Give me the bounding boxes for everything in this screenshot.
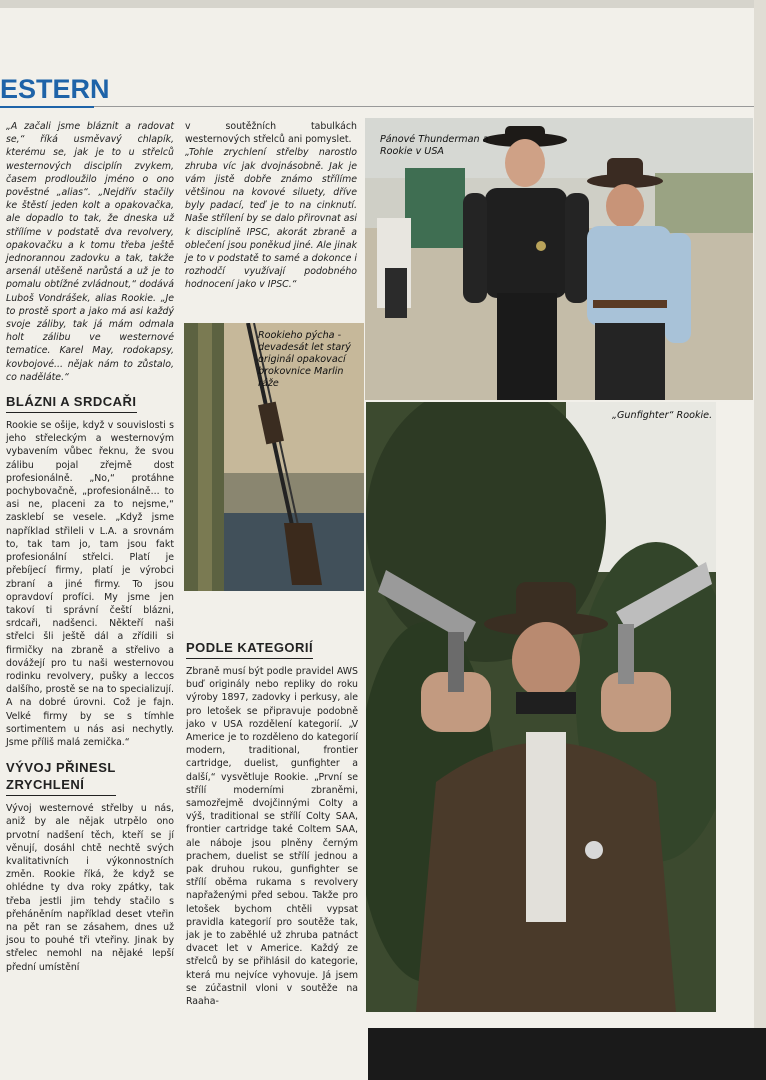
- bottom-dark-band: [368, 1028, 766, 1080]
- text-column-3: [186, 630, 358, 1008]
- subheading-podle-kategorii: PODLE KATEGORIÍ: [186, 640, 313, 659]
- caption-gunfighter: „Gunfighter“ Rookie.: [612, 410, 713, 421]
- photo-gunfighter: [366, 402, 716, 1012]
- caption-thunderman-rookie: Pánové Thunderman a Rookie v USA: [380, 134, 489, 157]
- paragraph-blazni: Rookie se ošije, když v souvislosti s jeho střeleckým a westernovým vybavením vůbec řeknu, že svou zálibu pojal zřejmě dost profesionálně. „No,“ protáhne pochybovačně, „profesionálně... to asi ne, placeni za to nejsme,“ zasklebí se vesele. „Když jsme například střileli v L.A. a srovnám to, tak tam jo, tam jsou fakt profesionální střelci. Platí je přebíjecí firmy, platí je výrobci zbraní a jiné firmy. To jsou opravdoví profíci. My jsme jen takoví ti správní čeští blázni, srdcaři, nadšenci. Někteří naši střelci šli ještě dál a zřídili si firmičky na zbraně a střelivo a dovážejí pro tu naši westernovou rodinku revolvery, pušky a leccos dalšího, prostě se na to specializují. A na dobré úrovni. Což je fajn. Velké firmy by se s tímhle sortimentem u nás asi nechytly. Jsme příliš malá zemička.“: [6, 420, 174, 748]
- caption-marlin-shotgun: Rookieho pýcha - devadesát let starý originál opakovací brokovnice Marlin ráže: [258, 330, 351, 389]
- section-header: ESTERN: [0, 74, 110, 104]
- header-rule: [0, 106, 94, 108]
- paragraph-vyvoj: Vývoj westernové střelby u nás, aniž by ale nějak utrpělo ono prvotní nadšení těch, kteří se jí věnují, dosáhl chtě nechtě svých kvalitativních i výkonnostních změn. Rookie říká, že když se ohlédne ty dva roky zpátky, tak třeba jestli jim tehdy stačilo s přeháněním například deset vteřin na pět ran se zásahem, dnes už jsou to pouhé tři vteřiny. Jinak by střelec nemohl na nějaké lepší přední umístění: [6, 803, 174, 973]
- photo-gunfighter-image: [366, 402, 716, 1012]
- photo-thunderman-rookie: [365, 118, 753, 400]
- top-edge: [0, 0, 766, 8]
- photo-thunderman-rookie-image: [365, 118, 753, 400]
- paragraph-kategorie: Zbraně musí být podle pravidel AWS buď originály nebo repliky do roku výroby 1897, zadovky i perkusy, ale pro letošek se připravuje podobně jako v USA rozdělení kategorií. „V Americe je to rozděleno do kategorií modern, traditional, frontier cartridge, duelist, gunfighter a další,“ vysvětluje Rookie. „První se střílí moderními zbraněmi, samozřejmě dvojčinnými Colty a výš, traditional se střílí Colty SAA, frontier cartridge také Coltem SAA, ale náboje jsou plněny černým prachem, duelist se střílí jednou a pak druhou rukou, gunfighter se střílí oběma rukama s revolvery napřaženými před sebou. Takže pro letošek bychom chtěli vypsat pravidla kategorií pro soutěže tak, jak je to zaběhlé už zhruba patnáct dvacet let v Americe. Každý ze střelců by se přihlásil do kategorie, která mu nejvíce vyhovuje. Já jsem se zúčastnil vloni v soutěže na Raaha-: [186, 666, 358, 1008]
- subheading-blazni: BLÁZNI A SRDCAŘI: [6, 394, 137, 413]
- page-edge: [754, 0, 766, 1080]
- header-divider: [94, 106, 754, 107]
- subheading-vyvoj-line1: VÝVOJ PŘINESL: [6, 760, 116, 776]
- paragraph-col2-start: v soutěžních tabulkách westernových střelců ani pomyslet.: [185, 121, 357, 146]
- paragraph-intro: „A začali jsme bláznit a radovat se,“ říká usměvavý chlapík, kterému se, jak je to u střelců westernových disciplín zvykem, časem prodloužilo jméno o ono pověstné „alias“. „Nejdřív stačily ke štěstí jeden kolt a opakovačka, ale dopadlo to tak, že dneska už střílíme v podstatě dva revolvery, opakovačku a k tomu třeba ještě jednorannou zadovku a tak, takže arsenál utěšeně narůstá a už je to pomalu obtížné zvládnout,“ dodává Luboš Vondrášek, alias Rookie. „Je to prostě sport a jako má asi každý svoje záliby, tak já mám odmala holt zálibu ve westernové tematice. Karel May, rodokapsy, kovbojové... nějak nám to zůstalo, co naděláte.“: [6, 121, 174, 383]
- text-column-1: [6, 120, 174, 974]
- subheading-vyvoj-line2: ZRYCHLENÍ: [6, 777, 85, 793]
- text-column-2: [185, 120, 357, 292]
- paragraph-quote-ipsc: „Tohle zrychlení střelby narostlo zhruba víc jak dvojnásobně. Jak je vám jistě dobře známo střílíme většinou na kovové siluety, dříve byly padací, teď je to na cinknutí. Naše střílení by se dalo přirovnat asi k disciplíně IPSC, akorát zbraně a oblečení jsou poněkud jiné. Ale jinak je to v podstatě to samé a dokonce i rozhodčí využívají podobného hodnocení jako v IPSC.“: [185, 147, 357, 291]
- subheading-vyvoj: [6, 759, 116, 796]
